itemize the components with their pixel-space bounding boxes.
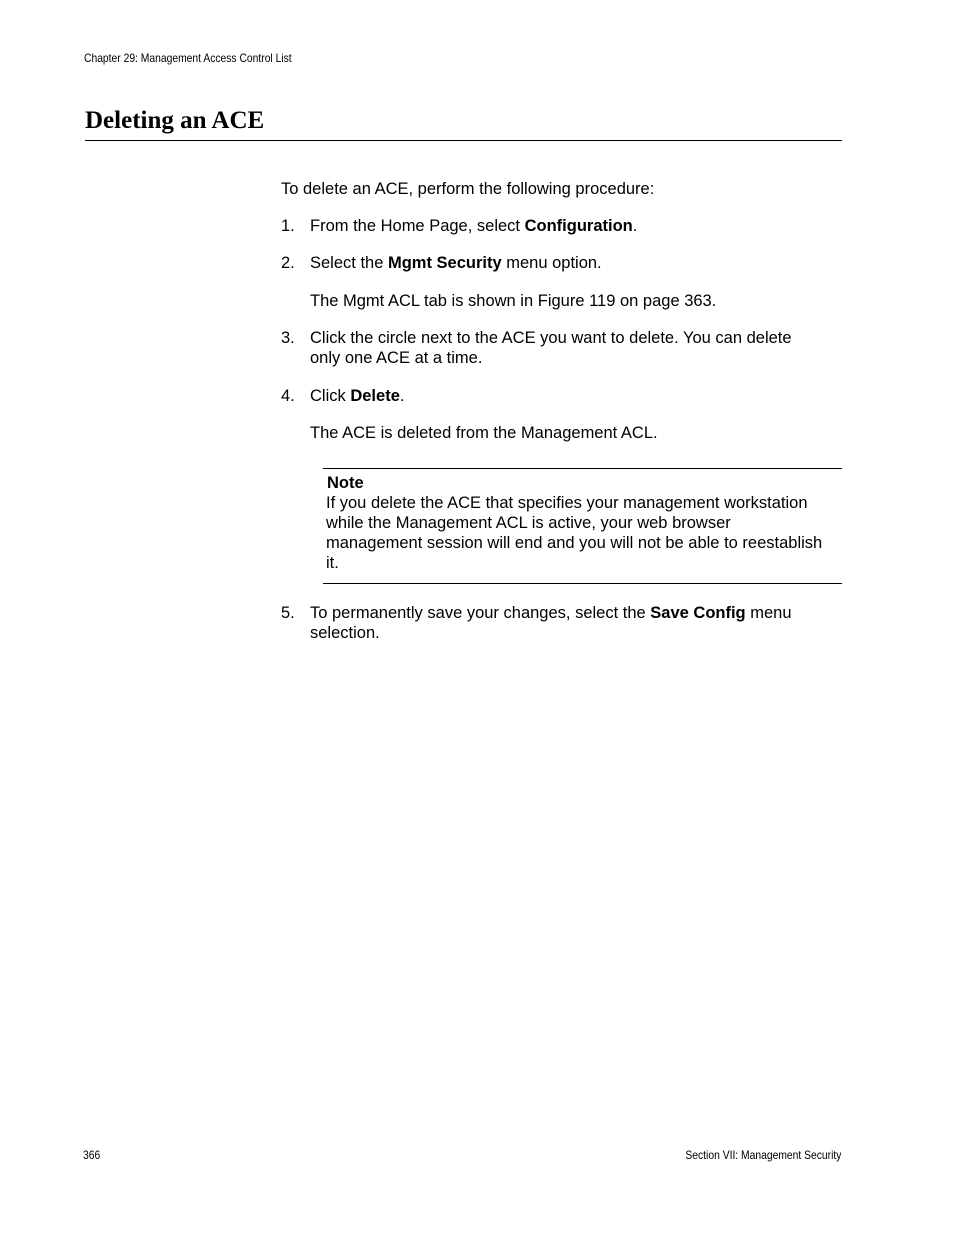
step-text-before: To permanently save your changes, select the: [310, 604, 651, 622]
menu-term-configuration: Configuration: [524, 217, 633, 235]
page-number: 366: [83, 1148, 101, 1162]
step-text: [310, 216, 637, 236]
step-text-line-2: selection.: [310, 624, 380, 642]
step-text: [310, 386, 404, 406]
step-text-after: menu: [745, 604, 792, 622]
step-text-after: .: [399, 387, 405, 405]
step-text-before: From the Home Page, select: [310, 217, 525, 235]
note-line-1: If you delete the ACE that specifies your management workstation: [326, 494, 808, 512]
step-number: 2.: [281, 254, 295, 272]
intro-paragraph: To delete an ACE, perform the following procedure:: [281, 180, 655, 198]
step-followup: The ACE is deleted from the Management ACL.: [310, 424, 658, 442]
menu-term-delete: Delete: [350, 387, 400, 405]
step-text-before: Click: [310, 387, 351, 405]
note-line-3: management session will end and you will not be able to reestablish: [326, 534, 823, 552]
section-title: Deleting an ACE: [85, 107, 265, 134]
note-line-4: it.: [326, 554, 339, 572]
note-title: Note: [327, 474, 364, 492]
menu-term-mgmt-security: Mgmt Security: [387, 254, 502, 272]
step-text-before: Select the: [310, 254, 388, 272]
step-text-line-2: only one ACE at a time.: [310, 349, 483, 367]
footer-section: Section VII: Management Security: [684, 1148, 841, 1162]
step-number: 5.: [281, 604, 295, 622]
note-box: [323, 468, 842, 584]
step-number: 3.: [281, 329, 295, 347]
step-number: 1.: [281, 217, 295, 235]
step-number: 4.: [281, 387, 295, 405]
step-text-after: menu option.: [501, 254, 602, 272]
title-rule: [85, 140, 842, 141]
step-followup: The Mgmt ACL tab is shown in Figure 119 on page 363.: [310, 292, 717, 310]
note-line-2: while the Management ACL is active, your web browser: [326, 514, 731, 532]
menu-term-save-config: Save Config: [650, 604, 746, 622]
running-header: Chapter 29: Management Access Control List: [84, 51, 292, 65]
step-text: [310, 253, 602, 273]
step-text: [310, 603, 792, 623]
step-text-after: .: [632, 217, 638, 235]
step-text-line-1: Click the circle next to the ACE you want to delete. You can delete: [310, 329, 792, 347]
